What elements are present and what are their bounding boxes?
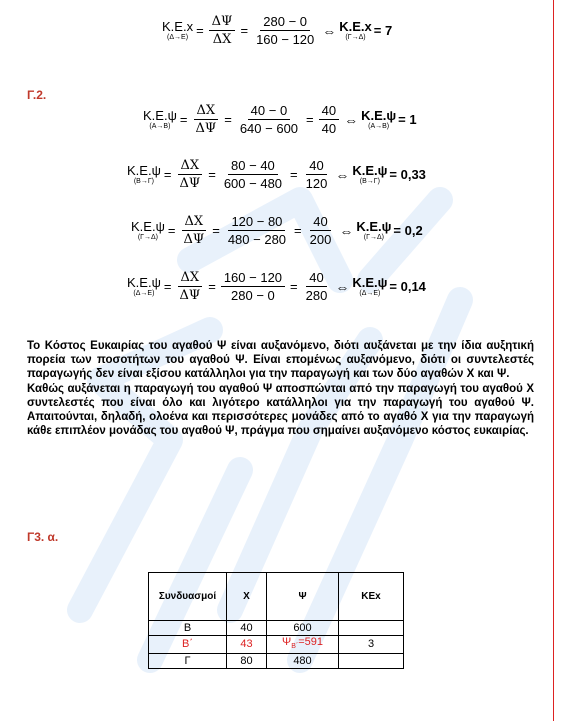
- psi-value: =591: [298, 636, 323, 648]
- equivalence-arrow: ⇔: [344, 111, 359, 128]
- ke-label: [143, 109, 177, 130]
- table-cell: 43: [227, 636, 267, 654]
- ke-label-sub: (Δ→Ε): [133, 290, 155, 297]
- table-row: [149, 654, 404, 669]
- fraction: [225, 214, 289, 247]
- fraction: [303, 158, 331, 191]
- ke-label: [127, 276, 161, 297]
- fraction-numerator: ΔΧ: [178, 270, 203, 287]
- ke-psi-equation: [131, 214, 423, 247]
- fraction-numerator: 40: [310, 214, 330, 231]
- fraction-denominator: 280: [305, 288, 328, 303]
- fraction: [303, 270, 331, 303]
- fraction-denominator: 640 − 600: [239, 121, 299, 136]
- table-cell: Β: [149, 621, 227, 636]
- ke-label-sub: (Γ→Δ): [137, 234, 159, 241]
- column-header: ΚΕx: [339, 573, 404, 621]
- equals-sign: =: [208, 167, 216, 182]
- table-cell: [267, 636, 339, 654]
- equals-sign: =: [163, 279, 172, 294]
- fraction: [237, 103, 301, 136]
- table-row: [149, 621, 404, 636]
- fraction: [209, 14, 236, 47]
- table-cell: 480: [267, 654, 339, 669]
- table-header-row: [149, 573, 404, 621]
- result-value: = 0,33: [389, 167, 426, 182]
- ke-x-result-text: Κ.Ε.x: [339, 19, 372, 34]
- table-cell: [339, 621, 404, 636]
- equals-sign: =: [163, 167, 172, 182]
- explanation-paragraph: [27, 339, 534, 438]
- table-cell: 3: [339, 636, 404, 654]
- result-value: = 1: [398, 112, 417, 127]
- fraction-denominator: ΔΨ: [179, 288, 201, 303]
- ke-x-result-sub: (Γ→Δ): [345, 34, 366, 41]
- ke-x-result-label: [339, 20, 372, 41]
- result-label-text: Κ.Ε.ψ: [356, 219, 392, 234]
- fraction-numerator: 40: [319, 103, 339, 120]
- fraction-denominator: ΔΧ: [212, 32, 232, 47]
- column-header: Ψ: [267, 573, 339, 621]
- equals-sign: =: [294, 223, 302, 238]
- fraction: [319, 103, 339, 136]
- equals-sign: =: [212, 223, 220, 238]
- result-label-text: Κ.Ε.ψ: [352, 163, 388, 178]
- result-label-text: Κ.Ε.ψ: [361, 108, 397, 123]
- ke-x-label: [162, 20, 193, 41]
- ke-psi-equation: [127, 270, 426, 303]
- ke-x-label-sub: (Δ→Ε): [167, 34, 189, 41]
- psi-symbol: Ψ: [282, 636, 292, 648]
- equivalence-arrow: ⇔: [335, 278, 350, 295]
- section-heading-g2: Γ.2.: [27, 88, 47, 102]
- result-label-text: Κ.Ε.ψ: [352, 275, 388, 290]
- ke-x-result-value: = 7: [373, 23, 393, 38]
- equals-sign: =: [290, 167, 298, 182]
- fraction-numerator: ΔΧ: [178, 158, 203, 175]
- combinations-table: [148, 572, 404, 669]
- result-label-sub: (Γ→Δ): [363, 234, 384, 241]
- fraction-numerator: ΔΧ: [182, 214, 207, 231]
- fraction-denominator: 160 − 120: [256, 32, 315, 47]
- ke-label-text: Κ.Ε.ψ: [143, 108, 177, 123]
- section-heading-g3a: Γ3. α.: [27, 530, 59, 544]
- equals-sign: =: [240, 23, 249, 38]
- fraction: [307, 214, 335, 247]
- result-label-sub: (Β→Γ): [359, 178, 380, 185]
- fraction: [176, 270, 203, 303]
- result-label: [356, 220, 391, 241]
- ke-label: [131, 220, 165, 241]
- ke-label-text: Κ.Ε.ψ: [131, 219, 165, 234]
- column-header: X: [227, 573, 267, 621]
- paragraph-text: Καθώς αυξάνεται η παραγωγή του αγαθού Ψ αποσπώνται από την παραγωγή του αγαθού Χ συντελεστές που είναι όλο και λιγότερο κατάλληλοι για την παραγωγή του αγαθού Ψ. Απαιτούνται, δηλαδή, ολοένα και περισσότερες μονάδες από το αγαθό Χ για την παραγωγή κάθε επιπλέον μονάδας του αγαθού Ψ, πράγμα που σημαίνει αυξανόμενο κόστος ευκαιρίας.: [27, 382, 534, 438]
- ke-x-label-text: Κ.Ε.x: [162, 19, 194, 34]
- equals-sign: =: [306, 112, 314, 127]
- equals-sign: =: [179, 112, 188, 127]
- fraction-numerator: 280 − 0: [260, 14, 310, 31]
- psi-subscript: Β΄: [291, 643, 299, 651]
- fraction-numerator: ΔΨ: [209, 14, 236, 31]
- fraction-numerator: 80 − 40: [228, 158, 278, 175]
- fraction-denominator: ΔΨ: [179, 176, 201, 191]
- fraction-denominator: 280 − 0: [231, 288, 275, 303]
- table-cell: 80: [227, 654, 267, 669]
- ke-psi-equation: [143, 103, 417, 136]
- equals-sign: =: [224, 112, 232, 127]
- ke-label-text: Κ.Ε.ψ: [127, 275, 161, 290]
- table-row: [149, 636, 404, 654]
- fraction-denominator: 120: [305, 176, 328, 191]
- fraction-numerator: 120 − 80: [228, 214, 285, 231]
- fraction-numerator: 40: [306, 270, 326, 287]
- fraction: [176, 158, 203, 191]
- fraction-denominator: 200: [309, 232, 332, 247]
- ke-label-text: Κ.Ε.ψ: [127, 163, 161, 178]
- table-cell: Γ: [149, 654, 227, 669]
- fraction-numerator: ΔΧ: [194, 103, 219, 120]
- equals-sign: =: [208, 279, 216, 294]
- result-value: = 0,14: [389, 279, 426, 294]
- paragraph-text: Το Κόστος Ευκαιρίας του αγαθού Ψ είναι αυξανόμενο, διότι αυξάνεται με την ίδια αυξητική πορεία των ποσοτήτων του αγαθού Ψ. Είναι επομένως αυξανόμενο, διότι οι συντελεστές παραγωγής δεν είναι εξίσου κατάλληλοι για την παραγωγή και των δύο αγαθών Χ και Ψ.: [27, 340, 534, 381]
- fraction-denominator: ΔΨ: [183, 232, 205, 247]
- result-value: = 0,2: [393, 223, 423, 238]
- equivalence-arrow: ⇔: [339, 222, 354, 239]
- ke-psi-equation: [127, 158, 426, 191]
- result-label-sub: (Δ→Ε): [359, 290, 381, 297]
- ke-label-sub: (Β→Γ): [133, 178, 155, 185]
- table-cell: Β΄: [149, 636, 227, 654]
- page-margin-line: [553, 0, 554, 721]
- fraction: [221, 158, 285, 191]
- result-label-sub: (Α→Β): [368, 123, 390, 130]
- fraction-numerator: 160 − 120: [221, 270, 285, 287]
- fraction: [192, 103, 219, 136]
- fraction-denominator: 600 − 480: [223, 176, 283, 191]
- fraction-denominator: 480 − 280: [227, 232, 287, 247]
- fraction: [180, 214, 207, 247]
- ke-label-sub: (Α→Β): [149, 123, 171, 130]
- fraction-numerator: 40: [306, 158, 326, 175]
- equals-sign: =: [167, 223, 176, 238]
- ke-label: [127, 164, 161, 185]
- equivalence-arrow: ⇔: [322, 22, 337, 39]
- equivalence-arrow: ⇔: [335, 166, 350, 183]
- table-cell: 600: [267, 621, 339, 636]
- result-label: [352, 164, 387, 185]
- equals-sign: =: [196, 23, 204, 38]
- column-header: Συνδυασμοί: [149, 573, 227, 621]
- result-label: [361, 109, 396, 130]
- equals-sign: =: [290, 279, 298, 294]
- fraction: [221, 270, 285, 303]
- fraction-denominator: 40: [321, 121, 337, 136]
- fraction: [253, 14, 317, 47]
- fraction-numerator: 40 − 0: [248, 103, 291, 120]
- table-cell: 40: [227, 621, 267, 636]
- ke-x-equation: [162, 14, 392, 47]
- result-label: [352, 276, 387, 297]
- fraction-denominator: ΔΨ: [195, 121, 217, 136]
- table-cell: [339, 654, 404, 669]
